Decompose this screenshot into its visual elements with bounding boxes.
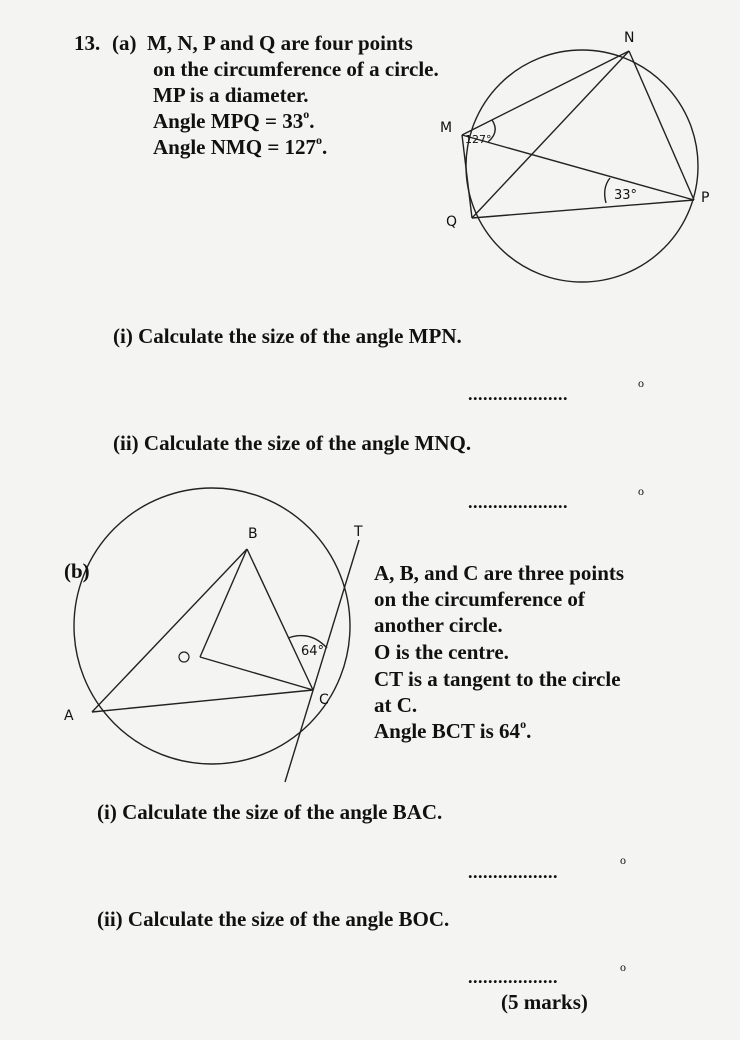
angle-label-c: 64°: [301, 644, 325, 659]
answer-deg-b-ii: o: [620, 960, 626, 974]
angle-label-m: 127°: [465, 133, 492, 146]
part-b-question-i: (i) Calculate the size of the angle BAC.: [97, 800, 443, 824]
label-t: T: [354, 524, 363, 540]
part-b-label: (b): [64, 559, 90, 583]
part-a-question-i: (i) Calculate the size of the angle MPN.: [113, 324, 462, 348]
radius-ob: [200, 549, 247, 657]
chord-qp: [472, 200, 694, 218]
part-b-question-ii: (ii) Calculate the size of the angle BOC.: [97, 907, 450, 931]
label-n: N: [624, 30, 635, 46]
part-b-line-3: another circle.: [374, 613, 503, 637]
diameter-mp: [462, 135, 694, 200]
chord-ac: [92, 690, 313, 712]
label-a: A: [64, 708, 74, 724]
part-a-line-5: Angle NMQ = $127^o$.: [153, 133, 328, 159]
part-b-line-7: Angle BCT is 64$^o$.: [374, 717, 532, 743]
part-b-line-5: CT is a tangent to the circle: [374, 667, 621, 691]
circle-b: [74, 488, 350, 764]
part-a-line-2: on the circumference of a circle.: [153, 57, 439, 81]
part-b-line-4: O is the centre.: [374, 640, 509, 664]
chord-bc: [247, 549, 313, 690]
centre-o-mark: [179, 652, 189, 662]
marks-label: (5 marks): [501, 990, 588, 1014]
part-a-line-1: M, N, P and Q are four points: [147, 31, 413, 55]
answer-deg-a-i: o: [638, 376, 644, 390]
question-number: 13.: [74, 31, 101, 55]
label-q: Q: [446, 214, 458, 230]
part-a-label: (a): [112, 31, 137, 55]
answer-line-b-i[interactable]: ..................: [468, 862, 558, 882]
label-p: P: [701, 190, 710, 206]
part-a-line-3: MP is a diameter.: [153, 83, 309, 107]
part-a-line-4: Angle MPQ = $33^o$.: [153, 107, 315, 133]
answer-line-b-ii[interactable]: ..................: [468, 967, 558, 987]
part-b-line-6: at C.: [374, 693, 418, 717]
radius-oc: [200, 657, 313, 690]
angle-label-p: 33°: [614, 188, 638, 203]
label-b: B: [248, 526, 258, 542]
answer-deg-b-i: o: [620, 853, 626, 867]
chord-nq: [472, 51, 629, 218]
circle-a: [466, 50, 698, 282]
answer-line-a-ii[interactable]: ....................: [468, 492, 568, 512]
label-m: M: [440, 120, 453, 136]
chord-np: [629, 51, 694, 200]
answer-deg-a-ii: o: [638, 484, 644, 498]
tangent-ct: [285, 540, 359, 782]
part-b-line-2: on the circumference of: [374, 587, 585, 611]
part-b-line-1: A, B, and C are three points: [374, 561, 625, 585]
chord-ab: [92, 549, 247, 712]
chord-mn: [462, 51, 629, 135]
part-a-question-ii: (ii) Calculate the size of the angle MNQ.: [113, 431, 472, 455]
answer-line-a-i[interactable]: ....................: [468, 384, 568, 404]
label-c: C: [319, 692, 329, 708]
angle-arc-p: [605, 178, 610, 203]
